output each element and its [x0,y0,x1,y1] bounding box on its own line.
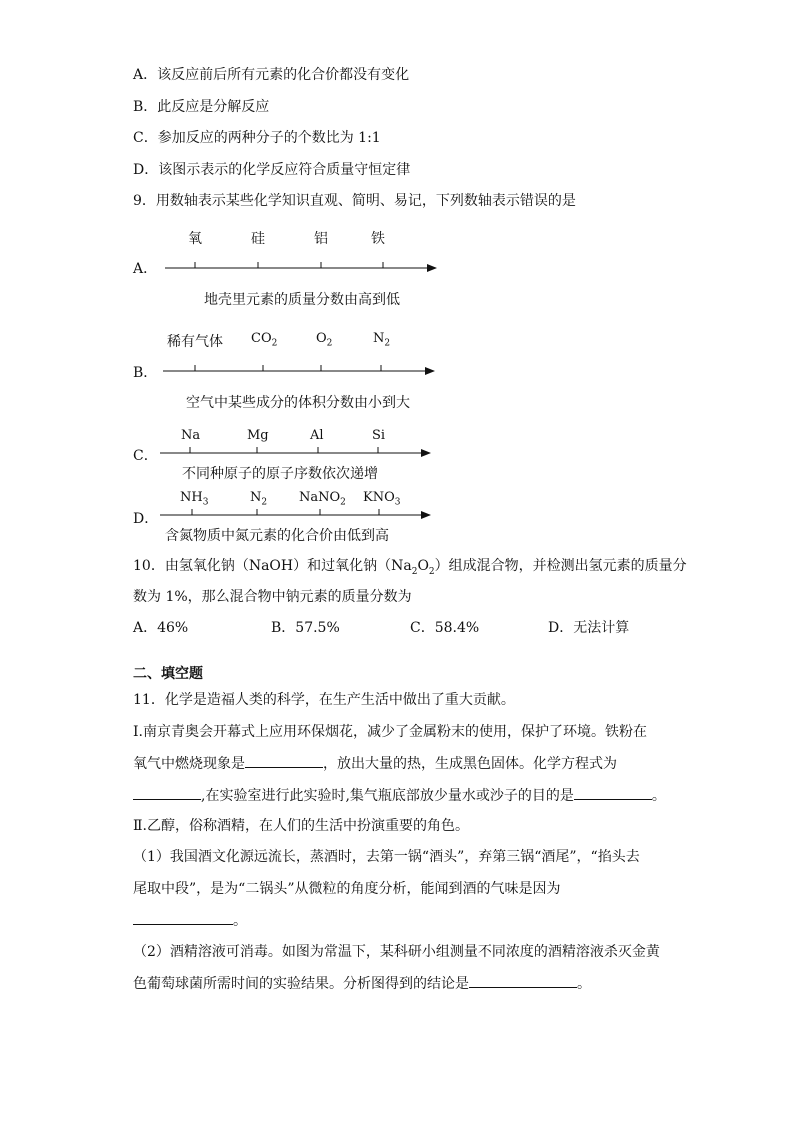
answer-blank-5[interactable] [469,973,577,988]
q8-option-c: C．参加反应的两种分子的个数比为 1:1 [133,130,381,146]
q11-part1-line2: 氧气中燃烧现象是 ，放出大量的热，生成黑色固体。化学方程式为 [133,753,617,774]
axis-a-label-4: 铁 [371,231,385,247]
axis-c-label-3: Al [310,428,324,443]
axis-b-label-2: $CO_2$ [251,331,278,349]
axis-c-label-1: Na [181,428,201,443]
q9-option-d-letter: D． [133,511,159,527]
q8-option-d: D．该图示表示的化学反应符合质量守恒定律 [133,162,411,178]
q10-stem-line1: 10．由氢氧化钠（NaOH）和过氧化钠$(Na_2O_2)$组成混合物，并检测出氢元素的质量分 [133,558,687,577]
q9-option-c-letter: C． [133,448,158,464]
axis-d-label-4: $KNO_3$ [363,490,401,508]
q11-part2-q1-line3: 。 [133,910,247,931]
axis-b-label-3: $O_2$ [316,331,333,349]
q11-part1-line1: Ⅰ.南京青奥会开幕式上应用环保烟花，减少了金属粉末的使用，保护了环境。铁粉在 [133,724,647,740]
q10-option-b: B．57.5% [271,620,340,636]
q11-part2-q1-line2: 尾取中段”，是为“二锅头”从微粒的角度分析，能闻到酒的气味是因为 [133,881,561,897]
q8-option-a: A．该反应前后所有元素的化合价都没有变化 [133,67,410,83]
q11-part2-title: Ⅱ.乙醇，俗称酒精，在人们的生活中扮演重要的角色。 [133,818,469,834]
axis-a-label-3: 铝 [314,231,328,247]
section-title: 二、填空题 [133,666,203,682]
answer-blank-4[interactable] [133,910,233,925]
axis-b [163,365,434,371]
axis-a-label-2: 硅 [251,231,265,247]
answer-blank-3[interactable] [574,785,652,800]
q10-option-c: C．58.4% [410,620,480,636]
q11-part1-line3: ,在实验室进行此实验时,集气瓶底部放少量水或沙子的目的是 。 [133,785,666,806]
axis-d-label-1: $NH_3$ [180,490,209,508]
q11-part2-q2-line2: 色葡萄球菌所需时间的实验结果。分析图得到的结论是 。 [133,973,591,994]
axis-d-caption: 含氮物质中氮元素的化合价由低到高 [165,528,389,544]
q9-option-a-letter: A． [133,261,158,277]
q10-stem-line2: 数为 1%，那么混合物中钠元素的质量分数为 [133,589,412,605]
q9-option-b-letter: B． [133,365,158,381]
axis-a-caption: 地壳里元素的质量分数由高到低 [204,292,400,308]
q10-option-d: D．无法计算 [548,620,630,636]
axis-b-label-1: 稀有气体 [167,334,223,350]
axis-c [160,447,430,453]
q9-stem: 9．用数轴表示某些化学知识直观、简明、易记，下列数轴表示错误的是 [133,193,576,209]
q11-part2-q2-line1: （2）酒精溶液可消毒。如图为常温下，某科研小组测量不同浓度的酒精溶液杀灭金黄 [133,944,660,960]
q10-option-a: A．46% [133,620,189,636]
axis-b-label-4: $N_2$ [373,331,391,349]
axis-a [165,262,436,268]
q8-option-b: B．此反应是分解反应 [133,99,270,115]
answer-blank-2[interactable] [133,785,201,800]
axis-b-caption: 空气中某些成分的体积分数由小到大 [186,395,410,411]
q11-stem: 11．化学是造福人类的科学，在生产生活中做出了重大贡献。 [133,692,515,708]
axis-d [160,509,430,515]
axis-d-label-3: NaNO$_2$ [299,490,346,508]
axis-c-caption: 不同种原子的原子序数依次递增 [182,466,378,482]
axis-a-label-1: 氧 [188,231,202,247]
axis-d-label-2: $N_2$ [250,490,268,508]
number-axes [0,0,794,560]
axis-c-label-4: Si [372,428,386,443]
axis-c-label-2: Mg [247,428,269,443]
q11-part2-q1-line1: （1）我国酒文化源远流长，蒸酒时，去第一锅“酒头”，弃第三锅“酒尾”，“掐头去 [133,849,640,865]
answer-blank-1[interactable] [245,753,323,768]
